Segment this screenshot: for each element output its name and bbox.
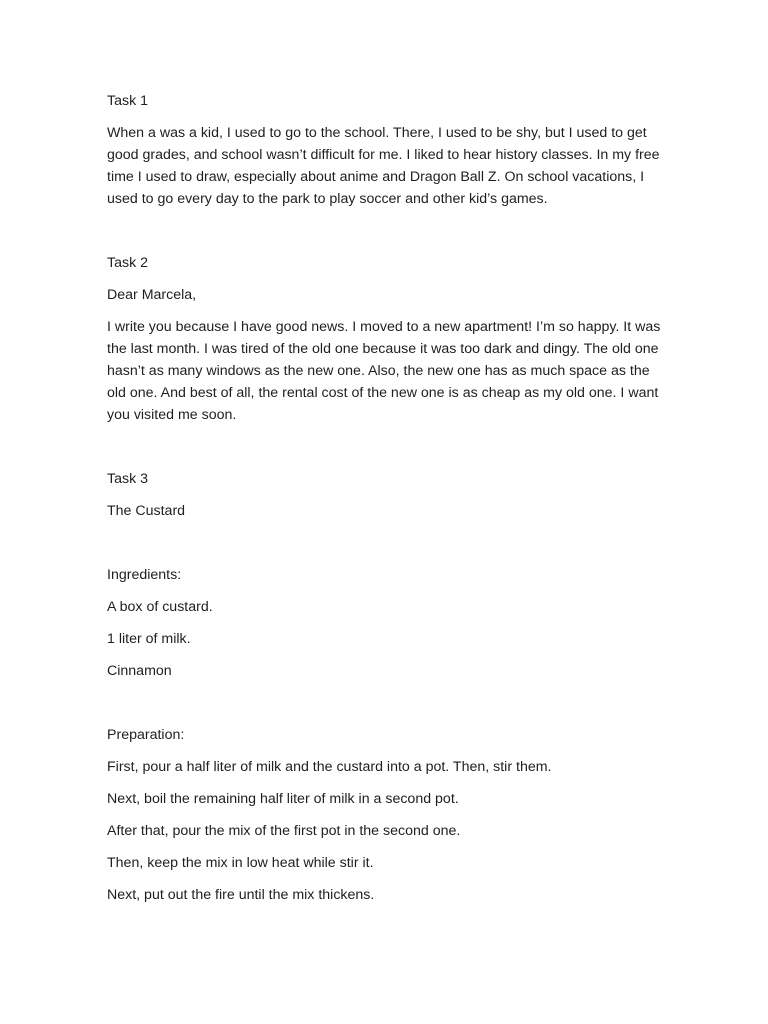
spacer <box>107 692 663 724</box>
preparation-step: Next, put out the fire until the mix thickens. <box>107 887 375 903</box>
spacer <box>107 532 663 564</box>
ingredient-item: 1 liter of milk. <box>107 631 191 647</box>
preparation-step: Then, keep the mix in low heat while stir it. <box>107 855 374 871</box>
ingredient-item: Cinnamon <box>107 663 172 679</box>
ingredient-item: A box of custard. <box>107 599 213 615</box>
preparation-step: After that, pour the mix of the first pot in the second one. <box>107 823 461 839</box>
task2-heading: Task 2 <box>107 255 149 271</box>
preparation-step: First, pour a half liter of milk and the custard into a pot. Then, stir them. <box>107 759 552 775</box>
task1-heading: Task 1 <box>107 93 149 109</box>
task2-paragraph: I write you because I have good news. I moved to a new apartment! I’m so happy. It was the last month. I was tired of the old one because it was too dark and dingy. The old one hasn’t as many windows as the new one. Also, the new one has as much space as the old one. And best of all, the rental cost of the new one is as cheap as my old one. I want you visited me soon. <box>107 319 661 423</box>
recipe-title: The Custard <box>107 503 186 519</box>
document-page <box>107 90 663 916</box>
letter-salutation: Dear Marcela, <box>107 287 197 303</box>
task1-paragraph: When a was a kid, I used to go to the school. There, I used to be shy, but I used to get good grades, and school wasn’t difficult for me. I liked to hear history classes. In my free time I used to draw, especially about anime and Dragon Ball Z. On school vacations, I used to go every day to the park to play soccer and other kid’s games. <box>107 125 660 207</box>
spacer <box>107 220 663 252</box>
preparation-heading: Preparation: <box>107 727 185 743</box>
ingredients-heading: Ingredients: <box>107 567 182 583</box>
spacer <box>107 436 663 468</box>
task3-heading: Task 3 <box>107 471 149 487</box>
preparation-step: Next, boil the remaining half liter of milk in a second pot. <box>107 791 459 807</box>
